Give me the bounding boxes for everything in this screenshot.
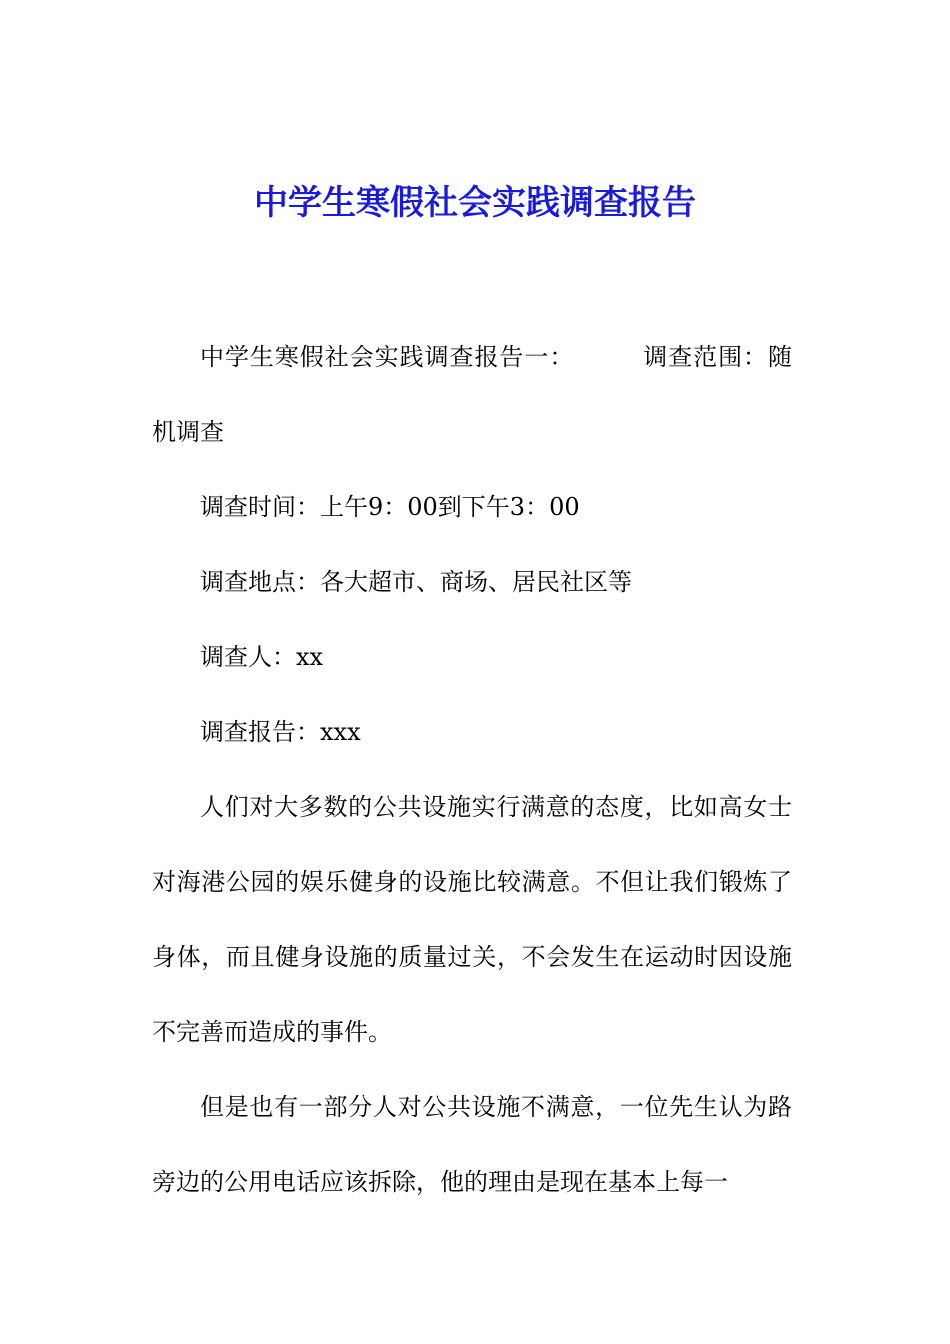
intro-scope: 调查范围：随机调查 (152, 343, 793, 446)
document-title: 中学生寒假社会实践调查报告 (254, 183, 696, 223)
survey-location-paragraph: 调查地点：各大超市、商场、居民社区等 (200, 568, 632, 596)
report-paragraph: 调查报告：xxx (200, 718, 361, 746)
intro-paragraph (152, 320, 792, 470)
body-paragraph: 但是也有一部分人对公共设施不满意，一位先生认为路旁边的公用电话应该拆除，他的理由是现在基本上每一 (152, 1093, 792, 1196)
document-body (152, 320, 792, 1220)
surveyor-paragraph: 调查人：xx (200, 643, 324, 671)
survey-time-paragraph: 调查时间：上午9：00到下午3：00 (200, 493, 580, 521)
body-paragraph: 人们对大多数的公共设施实行满意的态度，比如高女士对海港公园的娱乐健身的设施比较满意。不但让我们锻炼了身体，而且健身设施的质量过关，不会发生在运动时因设施不完善而造成的事件。 (152, 793, 792, 1046)
intro-heading: 中学生寒假社会实践调查报告一： (200, 343, 575, 371)
